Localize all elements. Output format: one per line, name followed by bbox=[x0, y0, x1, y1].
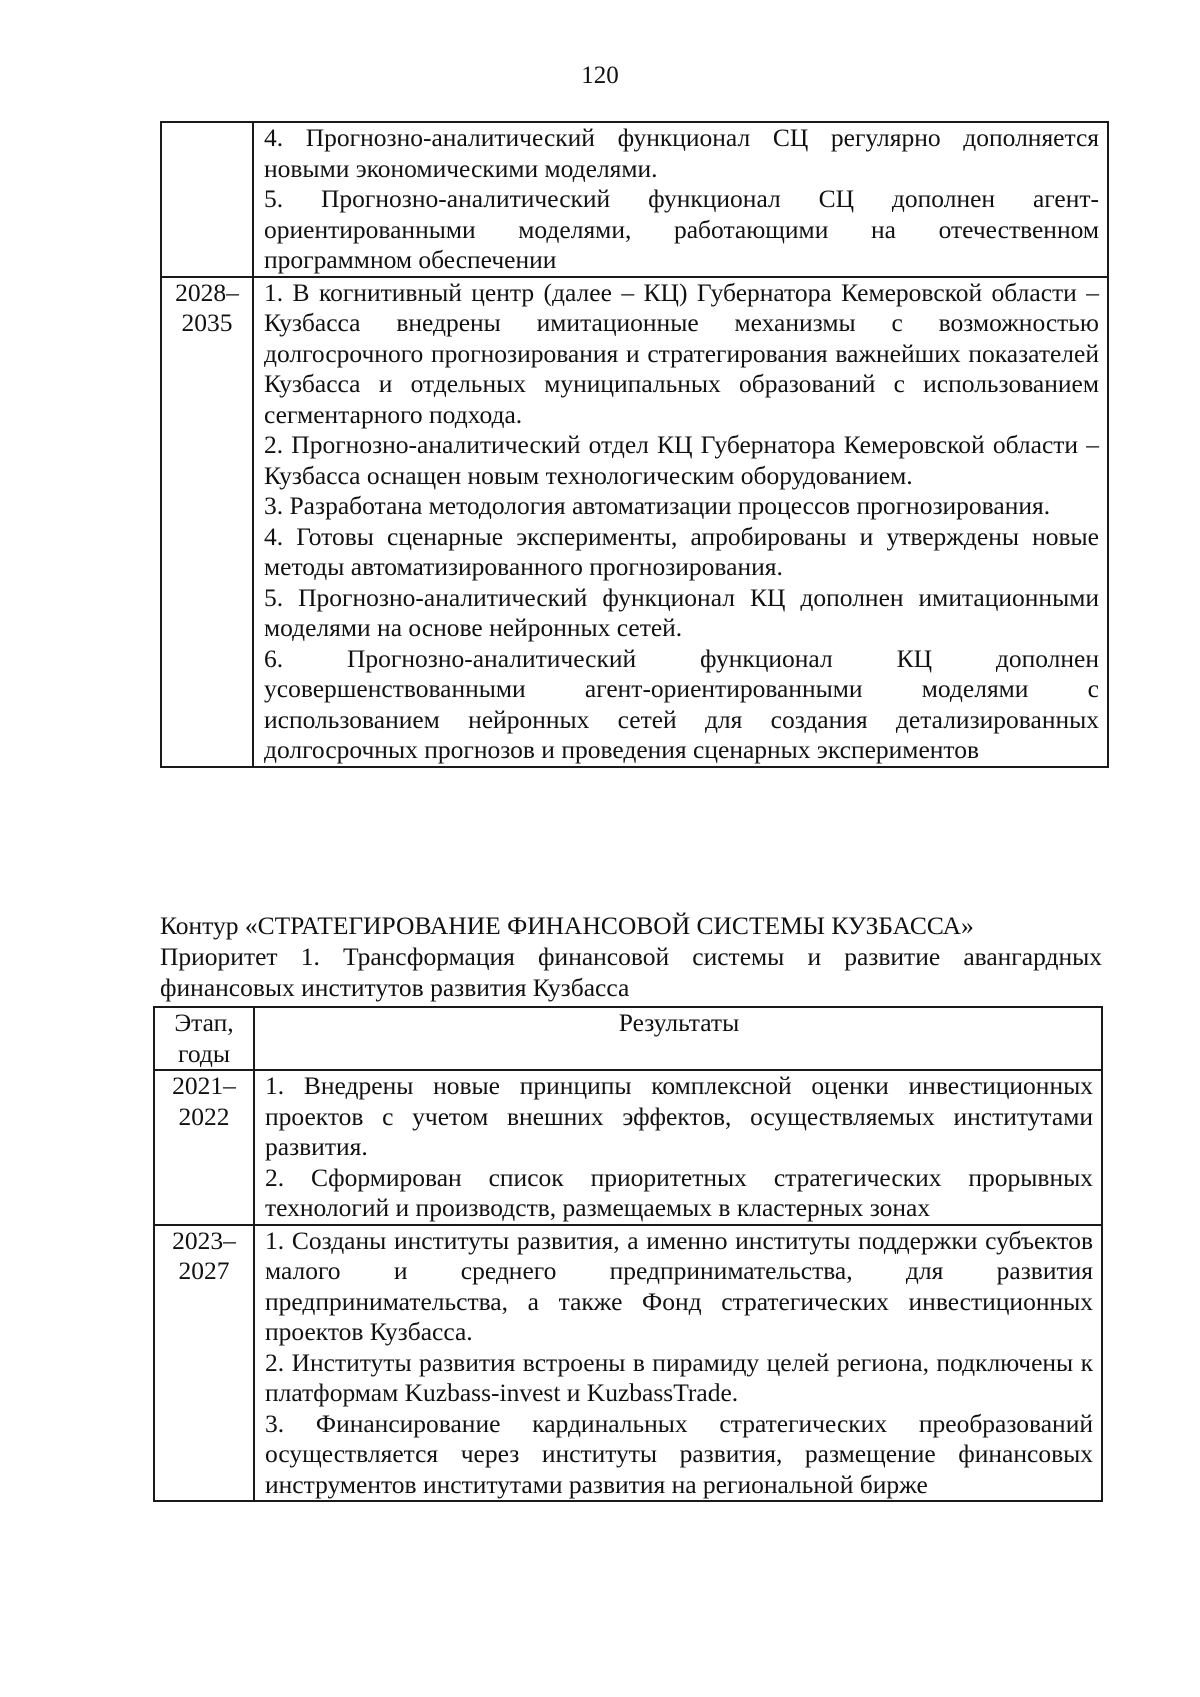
stage-cell bbox=[161, 122, 253, 277]
result-item: 3. Разработана методология автоматизации процессов прогнозирования. bbox=[264, 491, 1051, 520]
stage-header: Этап, годы bbox=[154, 1007, 254, 1070]
results-cell bbox=[253, 122, 1108, 277]
financial-system-results-table bbox=[153, 1006, 1103, 1502]
results-cell bbox=[253, 277, 1108, 767]
contour-heading: Контур «СТРАТЕГИРОВАНИЕ ФИНАНСОВОЙ СИСТЕМЫ КУЗБАССА» bbox=[160, 911, 974, 940]
result-item: 3. Финансирование кардинальных стратегических преобразований осуществляется через институты развития, размещение финансовых инструментов институтами развития на региональной бирже bbox=[265, 1408, 1093, 1499]
result-item: 1. В когнитивный центр (далее – КЦ) Губернатора Кемеровской области – Кузбасса внедрены имитационные механизмы с возможностью долгосрочного прогнозирования и стратегирования важнейших показателей Кузбасса и отдельных муниципальных образований с использованием сегментарного подхода. bbox=[264, 277, 1099, 429]
priority-heading: Приоритет 1. Трансформация финансовой системы и развитие авангардных финансовых институтов развития Кузбасса bbox=[160, 942, 1102, 1002]
result-item: 1. Созданы институты развития, а именно институты поддержки субъектов малого и среднего предпринимательства, для развития предпринимательства, а также Фонд стратегических инвестиционных проектов Кузбасса. bbox=[265, 1225, 1093, 1346]
result-item: 2. Сформирован список приоритетных стратегических прорывных технологий и производств, размещаемых в кластерных зонах bbox=[265, 1162, 1093, 1222]
results-cell bbox=[254, 1070, 1102, 1225]
result-item: 5. Прогнозно-аналитический функционал СЦ дополнен агент-ориентированными моделями, работающими на отечественном программном обеспечении bbox=[264, 184, 1099, 274]
result-item: 2. Прогнозно-аналитический отдел КЦ Губернатора Кемеровской области – Кузбасса оснащен новым технологическим оборудованием. bbox=[264, 430, 1099, 490]
result-item: 4. Прогнозно-аналитический функционал СЦ регулярно дополняется новыми экономическими моделями. bbox=[264, 123, 1099, 183]
results-cell bbox=[254, 1225, 1102, 1502]
result-item: 4. Готовы сценарные эксперименты, апробированы и утверждены новые методы автоматизированного прогнозирования. bbox=[264, 521, 1099, 581]
results-header: Результаты bbox=[254, 1007, 1102, 1070]
stage-cell: 2023–2027 bbox=[154, 1225, 254, 1502]
table-row bbox=[161, 277, 1108, 767]
stage-cell: 2021–2022 bbox=[154, 1070, 254, 1225]
result-item: 5. Прогнозно-аналитический функционал КЦ дополнен имитационными моделями на основе нейронных сетей. bbox=[264, 582, 1099, 642]
page-number: 120 bbox=[581, 62, 619, 89]
table-row bbox=[154, 1225, 1102, 1502]
table-row bbox=[161, 122, 1108, 277]
forecasting-results-table bbox=[160, 121, 1109, 768]
result-item: 1. Внедрены новые принципы комплексной оценки инвестиционных проектов с учетом внешних эффектов, осуществляемых институтами развития. bbox=[265, 1071, 1093, 1161]
result-item: 2. Институты развития встроены в пирамиду целей региона, подключены к платформам Kuzbass-invest и KuzbassTrade. bbox=[265, 1347, 1093, 1407]
stage-cell: 2028–2035 bbox=[161, 277, 253, 767]
table-row bbox=[154, 1070, 1102, 1225]
result-item: 6. Прогнозно-аналитический функционал КЦ дополнен усовершенствованными агент-ориентированными моделями с использованием нейронных сетей для создания детализированных долгосрочных прогнозов и проведения сценарных экспериментов bbox=[264, 643, 1099, 764]
table-header-row bbox=[154, 1007, 1102, 1070]
